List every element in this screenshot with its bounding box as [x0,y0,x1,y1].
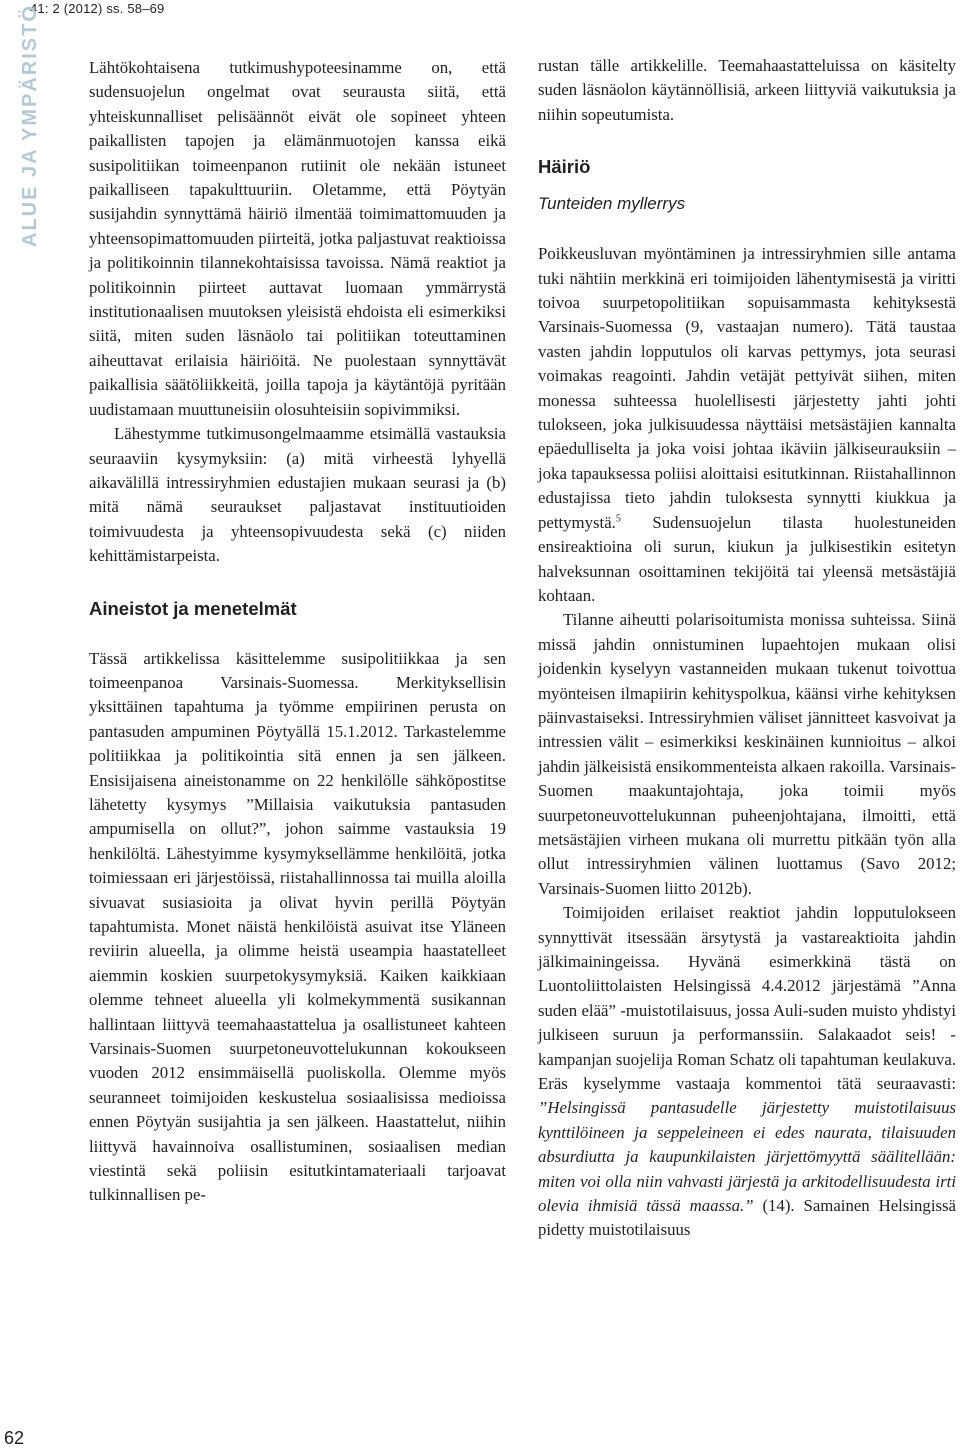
left-column [89,56,506,1208]
paragraph-text-continued: (14). Samainen Helsingissä pidetty muistotilaisuus [538,1196,956,1240]
intro-paragraph-questions: Lähestymme tutkimusongelmaamme etsimällä vastauksia seuraaviin kysymyksiin: (a) mitä virheestä lyhyellä aikavälillä intressiryhmien edustajien mukaan seurasi ja (b) mitä nämä seuraukset paljastavat instituutioiden toimivuudesta ja yhteensopivuudesta sekä (c) niiden kehittämistarpeista. [89,424,506,566]
respondent-quote: ”Helsingissä pantasudelle järjestetty muistotilaisuus kynttilöineen ja seppeleineen ei edes naurata, tilaisuuden absurdiutta ja kaupunkilaisten järjettömyyttä säälitellään: miten voi olla niin vahvasti järjestä ja arkitodellisuudesta irti olevia ihmisiä tässä maassa.” [538,1098,956,1216]
methods-paragraph: Tässä artikkelissa käsittelemme susipolitiikkaa ja sen toimeenpanoa Varsinais-Suomessa. Merkityksellisin yksittäinen tapahtuma ja työmme empiirinen perusta on pantasuden ampuminen Pöytyällä 15.1.2012. Tarkastelemme politiikkaa ja politikointia sitä ennen ja sen jälkeen. Ensisijaisena aineistonamme on 22 henkilölle sähköpostitse lähetetty kysymys ”Millaisia vaikutuksia pantasuden ampumisella on ollut?”, johon saimme vastauksia 19 henkilöltä. Lähestyimme kysymyksellämme henkilöitä, jotka toimiessaan eri järjestöissä, riistahallinnossa tai muilla aloilla sivuavat susiasioita ja olivat hyvin perillä Pöytyän tapahtumista. Monet näistä henkilöistä asuivat itse Yläneen reviirin alueella, ja olimme heistä useampia haastatelleet aiemmin koskien suurpetokysymyksiä. Kaiken kaikkiaan olemme tehneet alueella yli kolmekymmentä susikannan hallintaan liittyvä teemahaastattelua ja osallistuneet kahteen Varsinais-Suomen suurpetoneuvottelukunnan kokoukseen vuoden 2012 ensimmäisellä puoliskolla. Olemme myös seuranneet toimijoiden keskustelua sosiaalisissa medioissa ennen Pöytyän susijahtia ja sen jälkeen. Haastattelut, niihin liittyvä havainnoiva osallistuminen, sosiaalisen median viestintä sekä poliisin esitutkintamateriaali tarjoavat tulkinnallisen pe- [89,648,506,1205]
page-number: 62 [4,1428,25,1448]
paragraph-text: Toimijoiden erilaiset reaktiot jahdin lopputulokseen synnyttivät itsessään ärsytystä ja vastareaktioita jahdin jälkimainingeissa. Hyvänä esimerkkinä tästä on Luontoliittolaisten Helsingissä 4.4.2012 järjestämä ”Anna suden elää” -muistotilaisuus, jossa Auli-suden muisto yhdistyi julkiseen suruun ja performanssiin. Salakaadot seis! -kampanjan suojelija Roman Schatz oli tapahtuman keulakuva. Eräs kyselymme vastaaja kommentoi tätä seuraavasti: [538,903,957,1094]
disturbance-paragraph-memorial [538,901,956,1243]
disturbance-paragraph-polarisation: Tilanne aiheutti polarisoitumista monissa suhteissa. Siinä missä jahdin onnistuminen lupaehtojen mukaan olisi joidenkin kyselyyn vastanneiden mukaan tukenut toivottua myönteisen ilmapiirin kehityspolkua, käänsi virhe kehityksen päinvastaiseksi. Intressiryhmien väliset jännitteet kasvoivat ja intressien välit – esimerkiksi keskinäinen kunnioitus – alkoi jahdin jälkeisistä ensikommenteista alkaen rakoilla. Varsinais-Suomen maakuntajohtaja, joka toimii myös suurpetoneuvottelukunnan puheenjohtajana, ilmoitti, että metsästäjien virheen mukana oli murrettu pitkään työn alla ollut intressiryhmien välinen luottamus (Savo 2012; Varsinais-Suomen liitto 2012b). [538,610,956,898]
subheading-emotional-turmoil: Tunteiden myllerrys [538,194,686,214]
methods-paragraph-continued: rustan tälle artikkelille. Teemahaastatteluissa on käsitelty suden läsnäolon käytännöllisiä, arkeen liittyviä vaikutuksia ja niihin sopeutumista. [538,56,956,124]
journal-side-title: ALUE JA YMPÄRISTÖ [19,4,41,247]
intro-paragraph-hypothesis: Lähtökohtaisena tutkimushypoteesinamme on, että sudensuojelun ongelmat ovat seurausta siitä, että yhteiskunnalliset pelisäännöt eivät ole sopineet yhteen paikallisten tapojen ja elämänmuotojen kanssa eikä susipolitiikan toimeenpanon rutiinit ole nekään istuneet paikalliseen tapakulttuuriin. Oletamme, että Pöytyän susijahdin synnyttämä häiriö ilmentää toimimattomuuden ja yhteensopimattomuuden piirteitä, jotka paljastuvat reaktioissa ja politikoinnin tilannekohtaisissa tavoissa. Nämä reaktiot ja politikoinnin piirteet auttavat luomaan ymmärrystä institutionaalisen muutoksen yleisistä ehdoista eli esimerkiksi siitä, miten suden läsnäolo tai politiikan toteuttaminen aiheuttavat erilaisia häiriöitä. Ne puolestaan synnyttävät paikallisia säätöliikkeitä, joilla tapoja ja käytäntöjä pyritään uudistamaan muuttuneisiin olosuhteisiin sopivimmiksi. [89,58,506,419]
section-heading-disturbance: Häiriö [538,156,591,178]
section-heading-materials-methods: Aineistot ja menetelmät [89,597,297,619]
paragraph-text: Poikkeusluvan myöntäminen ja intressiryhmien sille antama tuki nähtiin merkkinä eri toimijoiden lähentymisestä ja viritti toivoa suurpetopolitiikan sopuisammasta kehityksestä Varsinais-Suomessa (9, vastaajan numero). Tätä taustaa vasten jahdin lopputulos oli karvas pettymys, jota seurasi voimakas reagointi. Jahdin vetäjät pettyivät siihen, miten monessa suhteessa huolellisesti järjestetty jahti johti tulokseen, joka julkisuudessa näyttäisi metsästäjien kannalta epäedulliselta ja joka voisi johtaa ikäviin jälkiseurauksiin – joka tapauksessa poliisi aloittaisi esitutkinnan. Riistahallinnon edustajissa tieto jahdin tuloksesta synnytti kiukkua ja pettymystä. [538,244,956,532]
footnote-ref-5[interactable]: 5 [615,513,621,525]
paragraph-text-continued: Sudensuojelun tilasta huolestuneiden ensireaktioina oli surun, kiukun ja julkisestikin esitetyn halveksunnan osoittaminen tekijöitä tai yleensä metsästäjiä kohtaan. [538,512,956,605]
disturbance-paragraph-reactions [538,242,956,608]
journal-reference: 41: 2 (2012) ss. 58–69 [30,1,165,16]
right-column [538,54,956,1243]
